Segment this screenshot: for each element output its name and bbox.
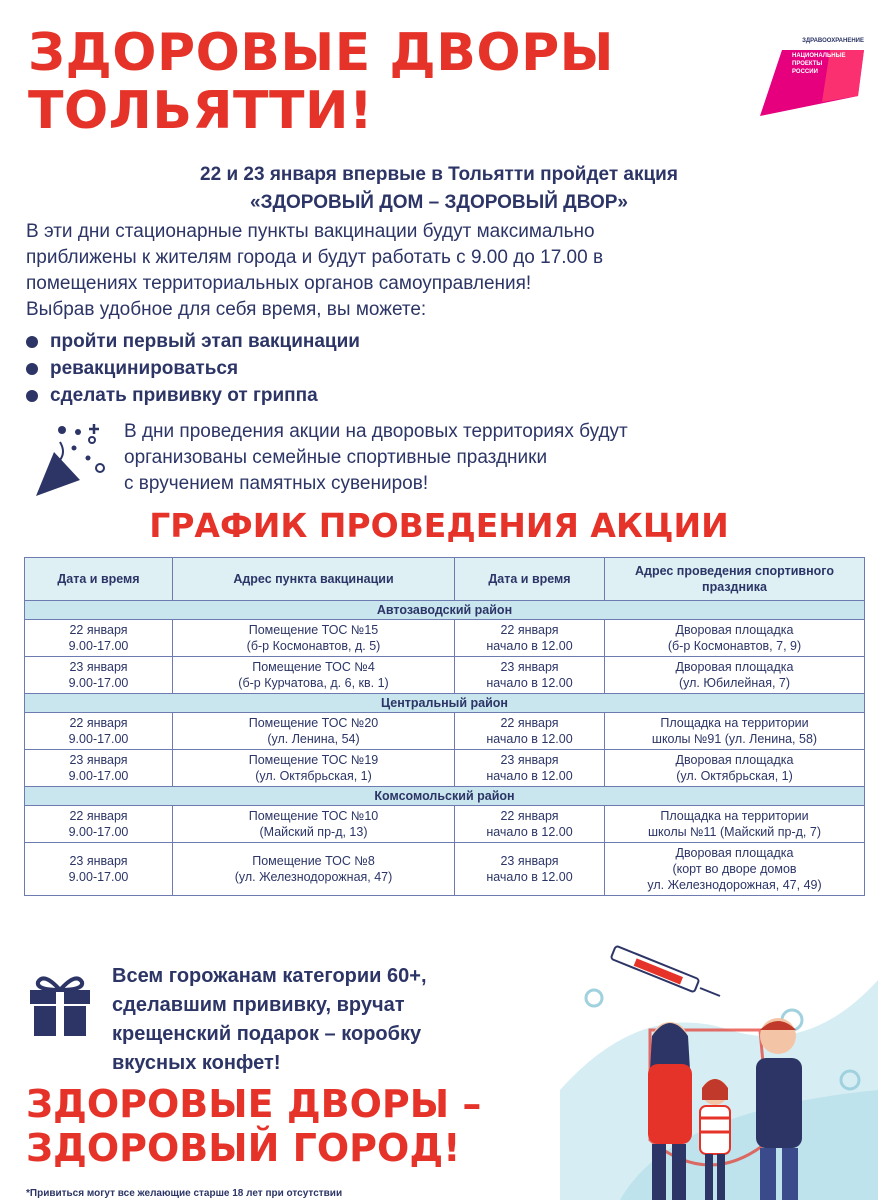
- header-date-time: Дата и время: [25, 558, 173, 601]
- sport-date: 23 января: [500, 660, 559, 674]
- cell-place: [173, 843, 455, 896]
- sport-place-3: ул. Железнодорожная, 47, 49): [647, 878, 822, 892]
- gift-line-4: вкусных конфет!: [112, 1052, 281, 1074]
- intro-paragraph: [26, 219, 856, 323]
- options-list: [26, 328, 360, 409]
- district-row: [25, 694, 865, 713]
- list-item-label: сделать прививку от гриппа: [50, 385, 318, 406]
- cell-date: [25, 713, 173, 750]
- table-header-row: [25, 558, 865, 601]
- cell-date: [25, 843, 173, 896]
- event-line-1: В дни проведения акции на дворовых территориях будут: [124, 421, 628, 442]
- cell-sport-date: [455, 620, 605, 657]
- place-address: (ул. Октябрьская, 1): [255, 769, 372, 783]
- time: 9.00-17.00: [68, 825, 129, 839]
- sport-time: начало в 12.00: [486, 676, 573, 690]
- district-name: Центральный район: [25, 694, 865, 713]
- logo-caption: ЗДРАВООХРАНЕНИЕ: [802, 38, 864, 44]
- list-item: [26, 382, 360, 409]
- list-item-label: ревакцинироваться: [50, 358, 239, 379]
- table-row: [25, 750, 865, 787]
- cell-sport-place: [605, 750, 865, 787]
- cell-place: [173, 657, 455, 694]
- logo-shape-icon: [760, 38, 868, 118]
- gift-icon: [24, 968, 96, 1040]
- district-row: [25, 787, 865, 806]
- cell-sport-place: [605, 713, 865, 750]
- district-name: Автозаводский район: [25, 601, 865, 620]
- poster-title-line-1: ЗДОРОВЫЕ ДВОРЫ: [28, 23, 615, 83]
- cell-date: [25, 657, 173, 694]
- syringe-icon: [611, 946, 720, 996]
- slogan: [26, 1082, 481, 1170]
- sport-time: начало в 12.00: [486, 825, 573, 839]
- cell-sport-place: [605, 806, 865, 843]
- gift-line-3: крещенский подарок – коробку: [112, 1023, 422, 1045]
- district-row: [25, 601, 865, 620]
- place: Помещение ТОС №8: [252, 854, 375, 868]
- sport-date: 23 января: [500, 753, 559, 767]
- list-item: [26, 328, 360, 355]
- time: 9.00-17.00: [68, 639, 129, 653]
- national-projects-logo: [760, 38, 868, 118]
- cell-date: [25, 806, 173, 843]
- sport-place-1: Дворовая площадка: [675, 753, 794, 767]
- event-line-3: с вручением памятных сувениров!: [124, 473, 429, 494]
- schedule-table: [24, 557, 865, 896]
- place-address: (Майский пр-д, 13): [259, 825, 368, 839]
- cell-sport-date: [455, 657, 605, 694]
- intro-line-2: «ЗДОРОВЫЙ ДОМ – ЗДОРОВЫЙ ДВОР»: [250, 192, 628, 213]
- header-sport-address: [605, 558, 865, 601]
- slogan-line-1: ЗДОРОВЫЕ ДВОРЫ –: [26, 1082, 482, 1126]
- header-vaccination-address: Адрес пункта вакцинации: [173, 558, 455, 601]
- gift-announcement: [112, 962, 572, 1078]
- table-row: [25, 713, 865, 750]
- intro-line-1: 22 и 23 января впервые в Тольятти пройдет акция: [200, 164, 678, 185]
- logo-text: НАЦИОНАЛЬНЫЕ ПРОЕКТЫ РОССИИ: [792, 53, 846, 75]
- bullet-dot-icon: [26, 363, 38, 375]
- sport-place-1: Площадка на территории: [660, 716, 809, 730]
- sport-date: 22 января: [500, 623, 559, 637]
- time: 9.00-17.00: [68, 870, 129, 884]
- date: 22 января: [69, 809, 128, 823]
- time: 9.00-17.00: [68, 676, 129, 690]
- paragraph-line-1: В эти дни стационарные пункты вакцинации будут максимально: [26, 221, 595, 242]
- place-address: (ул. Железнодорожная, 47): [234, 870, 393, 884]
- cell-date: [25, 750, 173, 787]
- footnote: *Привиться могут все желающие старше 18 лет при отсутствии: [26, 1188, 343, 1199]
- sport-place-2: (ул. Октябрьская, 1): [676, 769, 793, 783]
- table-row: [25, 806, 865, 843]
- cell-place: [173, 806, 455, 843]
- time: 9.00-17.00: [68, 769, 129, 783]
- poster-title: [28, 24, 614, 140]
- schedule-title: ГРАФИК ПРОВЕДЕНИЯ АКЦИИ: [149, 506, 729, 545]
- header-sport-address-line-2: спортивного праздника: [702, 564, 834, 594]
- cell-sport-date: [455, 806, 605, 843]
- place: Помещение ТОС №19: [248, 753, 379, 767]
- place: Помещение ТОС №15: [248, 623, 379, 637]
- sport-time: начало в 12.00: [486, 732, 573, 746]
- sport-date: 23 января: [500, 854, 559, 868]
- intro-heading: [0, 161, 878, 217]
- time: 9.00-17.00: [68, 732, 129, 746]
- place: Помещение ТОС №4: [252, 660, 375, 674]
- sport-date: 22 января: [500, 809, 559, 823]
- cell-sport-place: [605, 843, 865, 896]
- sport-time: начало в 12.00: [486, 769, 573, 783]
- place: Помещение ТОС №10: [248, 809, 379, 823]
- cell-sport-date: [455, 843, 605, 896]
- place-address: (б-р Космонавтов, д. 5): [246, 639, 381, 653]
- date: 23 января: [69, 753, 128, 767]
- header-date-time-2: Дата и время: [455, 558, 605, 601]
- cell-sport-date: [455, 713, 605, 750]
- cell-place: [173, 713, 455, 750]
- sport-time: начало в 12.00: [486, 639, 573, 653]
- sport-place-1: Дворовая площадка: [675, 846, 794, 860]
- date: 23 января: [69, 660, 128, 674]
- poster-title-line-2: ТОЛЬЯТТИ!: [28, 81, 374, 141]
- party-popper-icon: [30, 422, 110, 502]
- table-row: [25, 620, 865, 657]
- bullet-dot-icon: [26, 336, 38, 348]
- cell-place: [173, 750, 455, 787]
- list-item-label: пройти первый этап вакцинации: [50, 331, 360, 352]
- paragraph-line-3: помещениях территориальных органов самоуправления!: [26, 273, 532, 294]
- sport-place-2: школы №11 (Майский пр-д, 7): [648, 825, 821, 839]
- place: Помещение ТОС №20: [248, 716, 379, 730]
- header-sport-address-line-1: Адрес проведения: [635, 564, 752, 578]
- date: 23 января: [69, 854, 128, 868]
- paragraph-line-2: приближены к жителям города и будут работать с 9.00 до 17.00 в: [26, 247, 604, 268]
- slogan-line-2: ЗДОРОВЫЙ ГОРОД!: [26, 1126, 461, 1170]
- sport-place-2: (корт во дворе домов: [672, 862, 797, 876]
- cell-sport-place: [605, 620, 865, 657]
- table-row: [25, 657, 865, 694]
- cell-sport-place: [605, 657, 865, 694]
- place-address: (б-р Курчатова, д. 6, кв. 1): [238, 676, 389, 690]
- sport-date: 22 января: [500, 716, 559, 730]
- cell-date: [25, 620, 173, 657]
- sport-place-2: (б-р Космонавтов, 7, 9): [667, 639, 802, 653]
- sport-place-1: Дворовая площадка: [675, 660, 794, 674]
- sport-place-2: (ул. Юбилейная, 7): [678, 676, 791, 690]
- family-vaccination-illustration: [560, 940, 878, 1200]
- date: 22 января: [69, 623, 128, 637]
- bullet-dot-icon: [26, 390, 38, 402]
- sport-place-1: Площадка на территории: [660, 809, 809, 823]
- event-line-2: организованы семейные спортивные праздники: [124, 447, 548, 468]
- sport-place-2: школы №91 (ул. Ленина, 58): [651, 732, 818, 746]
- place-address: (ул. Ленина, 54): [267, 732, 360, 746]
- sport-place-1: Дворовая площадка: [675, 623, 794, 637]
- cell-sport-date: [455, 750, 605, 787]
- gift-line-2: сделавшим прививку, вручат: [112, 994, 405, 1016]
- list-item: [26, 355, 360, 382]
- gift-line-1: Всем горожанам категории 60+,: [112, 965, 427, 987]
- district-name: Комсомольский район: [25, 787, 865, 806]
- cell-place: [173, 620, 455, 657]
- paragraph-line-4: Выбрав удобное для себя время, вы можете:: [26, 299, 427, 320]
- event-description: [124, 419, 844, 497]
- sport-time: начало в 12.00: [486, 870, 573, 884]
- date: 22 января: [69, 716, 128, 730]
- table-row: [25, 843, 865, 896]
